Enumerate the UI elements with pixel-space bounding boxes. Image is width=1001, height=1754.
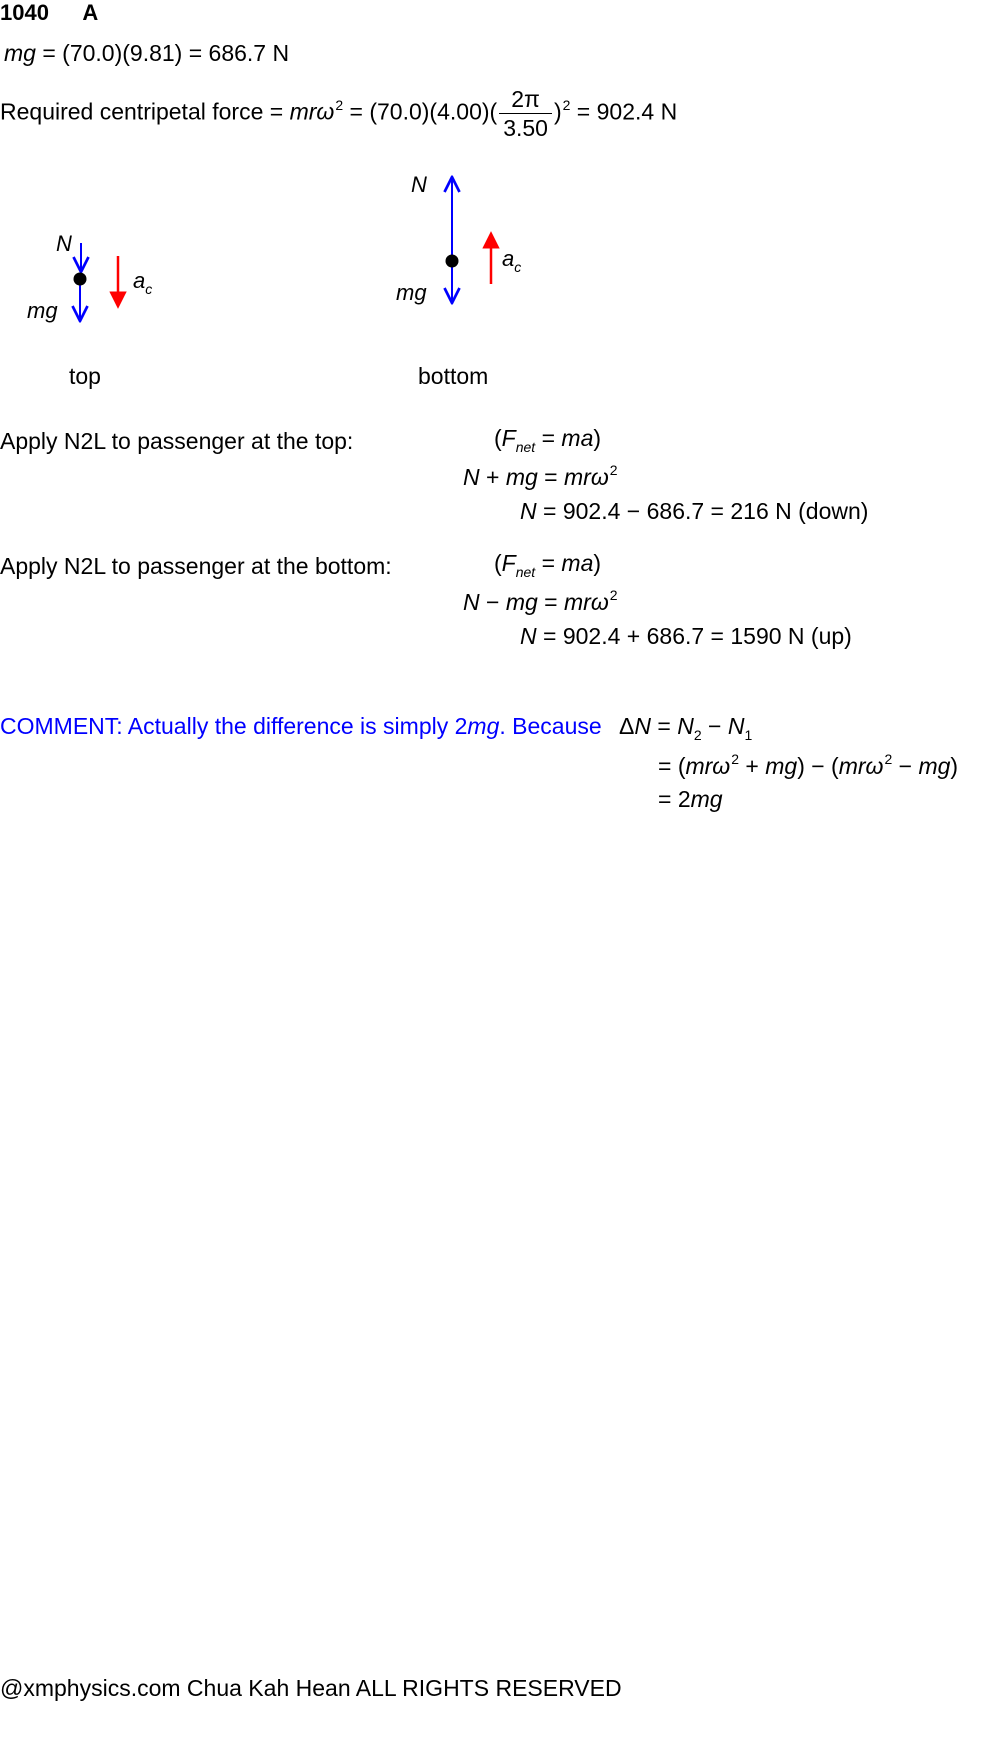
bottom-normal-label: N bbox=[411, 172, 427, 197]
bottom-weight-label: mg bbox=[396, 280, 427, 305]
bottom-n2l-label: Apply N2L to passenger at the bottom: bbox=[0, 553, 392, 579]
top-diagram bbox=[74, 243, 119, 321]
comment-line3: = 2mg bbox=[658, 786, 723, 812]
top-n2l-line2: N + mg = mrω$^2$ bbox=[463, 462, 618, 490]
top-acceleration-label: $a_c$ bbox=[133, 268, 153, 297]
question-number: 1040 bbox=[0, 0, 49, 25]
top-passenger-dot bbox=[74, 273, 87, 286]
comment-line1: COMMENT: Actually the difference is simply 2mg. Because bbox=[0, 713, 602, 739]
top-weight-label: mg bbox=[27, 298, 58, 323]
bottom-n2l-line1: $(F_{net} = ma)$ bbox=[494, 550, 602, 580]
bottom-n2l-line2: N − mg = mrω$^2$ bbox=[463, 587, 618, 615]
bottom-passenger-dot bbox=[446, 255, 459, 268]
comment-line2: = (mrω$^2$ + mg) − (mrω$^2$ − mg) bbox=[658, 751, 959, 779]
bottom-caption: bottom bbox=[418, 363, 489, 389]
bottom-n2l-result: N = 902.4 + 686.7 = 1590 N (up) bbox=[520, 623, 852, 649]
centripetal-force-equation: Required centripetal force = mrω$^2$ = (70.0)(4.00)( $\frac{2\pi}{3.50}$ )$^2$ = 902.4 N bbox=[0, 86, 678, 141]
copyright-footer: @xmphysics.com Chua Kah Hean ALL RIGHTS RESERVED bbox=[0, 1675, 622, 1701]
top-n2l-label: Apply N2L to passenger at the top: bbox=[0, 428, 354, 454]
bottom-diagram bbox=[446, 177, 492, 303]
top-normal-label: N bbox=[56, 231, 72, 256]
comment-delta-equation: $\Delta N = N_2 - N_1$ bbox=[619, 713, 753, 743]
centripetal-label: Required centripetal force bbox=[0, 98, 264, 125]
weight-symbol: mg bbox=[4, 40, 36, 66]
centripetal-result: = 902.4 N bbox=[570, 98, 678, 125]
top-n2l-result: N = 902.4 − 686.7 = 216 N (down) bbox=[520, 498, 869, 524]
weight-value: = (70.0)(9.81) = 686.7 N bbox=[35, 40, 290, 66]
bottom-acceleration-label: $a_c$ bbox=[502, 246, 522, 275]
top-n2l-line1: $(F_{net} = ma)$ bbox=[494, 425, 602, 455]
answer-letter: A bbox=[82, 0, 99, 25]
free-body-diagrams bbox=[0, 0, 1001, 400]
top-caption: top bbox=[69, 363, 101, 389]
period-fraction: $\frac{2\pi}{3.50}$ bbox=[499, 86, 552, 141]
